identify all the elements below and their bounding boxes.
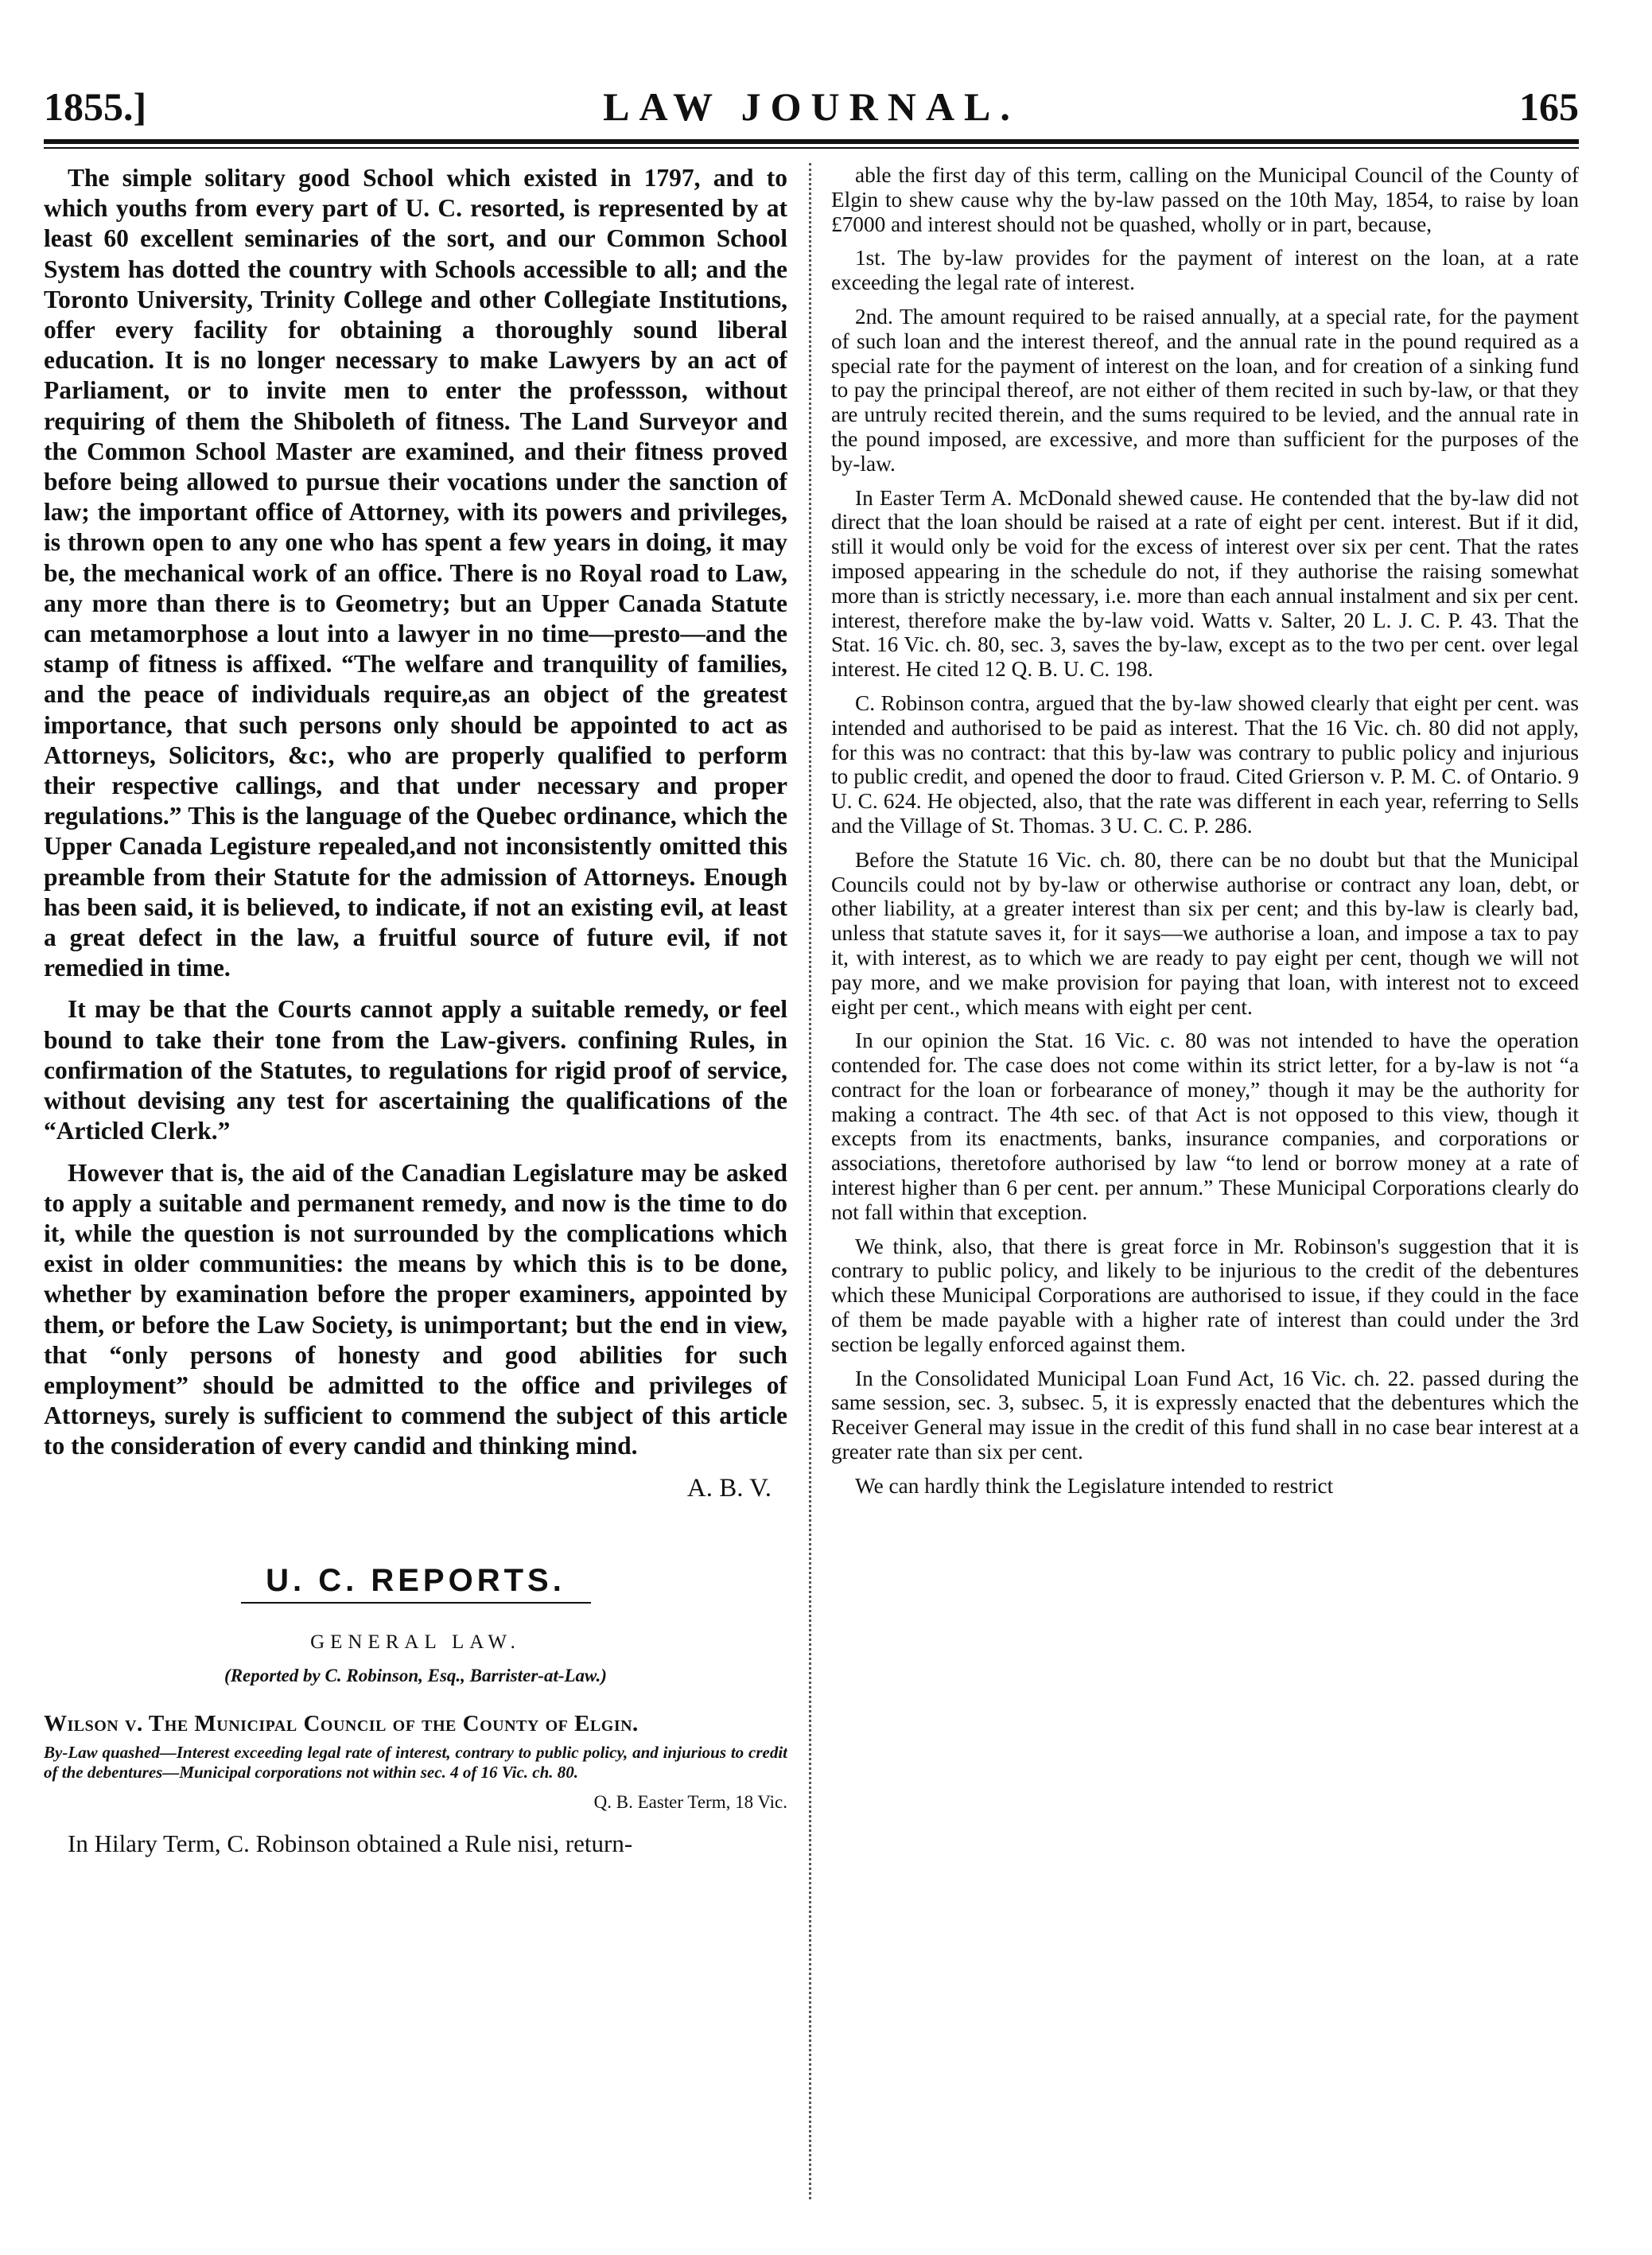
article-paragraph: It may be that the Courts cannot apply a suitable remedy, or feel bound to take their tone from the Law-givers. confining Rules, in confirmation of the Statutes, to regulations for rigid proof of service, without devising any test for ascertaining the qualifications of the “Articled Clerk.” [44,995,787,1145]
section-subhead: GENERAL LAW. [310,1631,521,1653]
column-divider [809,163,811,2199]
article-paragraph: However that is, the aid of the Canadian Legislature may be asked to apply a suitable and permanent remedy, and now is the time to do it, while the question is not surrounded by the complications which exist in older communities: the means by which this is to be done, whether by examination before the proper examiners, appointed by them, or before the Law Society, is unimportant; but the end in view, that “only persons of honesty and good abilities for such employment” should be admitted to the office and privileges of Attorneys, surely is sufficient to commend the subject of this article to the consideration of every candid and thinking mind. [44,1158,787,1460]
page-number: 165 [1519,84,1579,129]
case-paragraph: We can hardly think the Legislature intended to restrict [855,1473,1334,1498]
case-paragraph: Before the Statute 16 Vic. ch. 80, there can be no doubt but that the Municipal Councils could not by by-law or otherwise authorise or contract any loan, debt, or other liability, at a greater interest than six per cent; and this by-law is clearly bad, unless that statute saves it, for it says—we authorise a loan, and impose a tax to pay it, with interest, as to which we are ready to pay eight per cent, though we will not pay more, and we make provision for paying that loan, with interest not to exceed eight per cent., which means with eight per cent. [831,847,1579,1019]
case-paragraph: We think, also, that there is great force in Mr. Robinson's suggestion that it is contrary to public policy, and likely to be injurious to the credit of the debentures which these Municipal Corporations are authorised to issue, if they could in the face of them be made payable with a higher rate of interest than could under the 3rd section be legally enforced against them. [831,1234,1579,1356]
article-paragraph: The simple solitary good School which existed in 1797, and to which youths from every part of U. C. resorted, is represented by at least 60 excellent seminaries of the sort, and our Common School System has dotted the country with Schools accessible to all; and the Toronto University, Trinity College and other Collegiate Institutions, offer every facility for obtaining a thoroughly sound liberal education. It is no longer necessary to make Lawyers by an act of Parliament, or to invite men to enter the professson, without requiring of them the Shiboleth of fitness. The Land Surveyor and the Common School Master are examined, and their fitness proved before being allowed to pursue their vocations under the sanction of law; the important office of Attorney, with its powers and privileges, is thrown open to any one who has spent a few years in doing, it may be, the mechanical work of an office. There is no Royal road to Law, any more than there is to Geometry; but an Upper Canada Statute can metamorphose a lout into a lawyer in no time—presto—and the stamp of fitness is affixed. “The welfare and tranquility of families, and the peace of individuals require,as an object of the greatest importance, that such persons only should be appointed to act as Attorneys, Solicitors, &c:, who are properly qualified to perform their respective callings, and that under necessary and proper regulations.” This is the language of the Quebec ordinance, which the Upper Canada Legisture repealed,and not inconsistently omitted this preamble from their Statute for the admission of Attorneys. Enough has been said, it is believed, to indicate, if not an existing evil, at least a great defect in the law, a fruitful source of future evil, if not remedied in time. [44,164,787,982]
case-syllabus: By-Law quashed—Interest exceeding legal rate of interest, contrary to public policy, and injurious to credit of the debentures—Municipal corporations not within sec. 4 of 16 Vic. ch. 80. [44,1742,787,1782]
article-signature: A. B. V. [686,1473,772,1503]
running-header [44,84,1579,131]
case-paragraph: In our opinion the Stat. 16 Vic. c. 80 was not intended to have the operation contended for. The case does not come within its strict letter, for a by-law is not “a contract for the loan or forbearance of money,” though it may be the authority for making a contract. The 4th sec. of that Act is not opposed to this view, though it excepts from its enactments, banks, insurance companies, and corporations or associations, theretofore authorised by law “to lend or borrow money at a rate of interest higher than 6 per cent. per annum.” These Municipal Corporations clearly do not fall within that exception. [831,1028,1579,1224]
section-rule [241,1602,591,1604]
case-paragraph: In the Consolidated Municipal Loan Fund Act, 16 Vic. ch. 22. passed during the same session, sec. 3, subsec. 5, it is expressly enacted that the debentures which the Receiver General may issue in the credit of this fund shall in no case bear interest at a greater rate than six per cent. [831,1366,1579,1464]
right-column [831,163,1579,2199]
case-paragraph: In Easter Term A. McDonald shewed cause. He contended that the by-law did not direct that the loan should be raised at a rate of eight per cent. interest. But if it did, still it would only be void for the excess of interest over six per cent. That the rates imposed appearing in the schedule do not, if they authorise the raising somewhat more than is strictly necessary, i.e. more than each annual instalment and six per cent. interest, therefore make the by-law void. Watts v. Salter, 20 L. J. C. P. 43. That the Stat. 16 Vic. ch. 80, sec. 3, saves the by-law, except as to the two per cent. over legal interest. He cited 12 Q. B. U. C. 198. [831,485,1579,682]
case-opening: In Hilary Term, C. Robinson obtained a Rule nisi, return- [68,1829,633,1857]
case-paragraph: 1st. The by-law provides for the payment of interest on the loan, at a rate exceeding the legal rate of interest. [831,246,1579,295]
section-title: U. C. REPORTS. [266,1562,566,1598]
case-paragraph: C. Robinson contra, argued that the by-law showed clearly that eight per cent. was intended and authorised to be paid as interest. That the 16 Vic. ch. 80 did not apply, for this was no contract: that this by-law was contrary to public policy and injurious to public credit, and opened the door to fraud. Cited Grierson v. P. M. C. of Ontario. 9 U. C. 624. He objected, also, that the rate was different in each year, referring to Sells and the Village of St. Thomas. 3 U. C. C. P. 286. [831,690,1579,838]
court-term: Q. B. Easter Term, 18 Vic. [593,1791,787,1812]
case-paragraph: 2nd. The amount required to be raised annually, at a special rate, for the payment of such loan and the interest thereof, and the annual rate in the pound required as a special rate for the payment of interest on the loan, and for creation of a sinking fund to pay the principal thereof, are not either of them recited in such by-law, or that they are untruly recited therein, and the sums required to be levied, and the annual rate in the pound imposed, are excessive, and more than sufficient for the purposes of the by-law. [831,304,1579,476]
case-title: Wilson v. The Municipal Council of the County of Elgin. [44,1711,639,1737]
journal-title: LAW JOURNAL. [603,84,1020,129]
header-year: 1855.] [44,84,147,129]
header-rule-thin [44,147,1579,149]
case-paragraph: able the first day of this term, calling on the Municipal Council of the County of Elgin to shew cause why the by-law passed on the 10th May, 1854, to raise by loan £7000 and interest should not be quashed, wholly or in part, because, [831,163,1579,236]
reporter-line: (Reported by C. Robinson, Esq., Barrister-at-Law.) [224,1666,607,1686]
header-rule-thick [44,139,1579,144]
left-column [44,163,787,2199]
